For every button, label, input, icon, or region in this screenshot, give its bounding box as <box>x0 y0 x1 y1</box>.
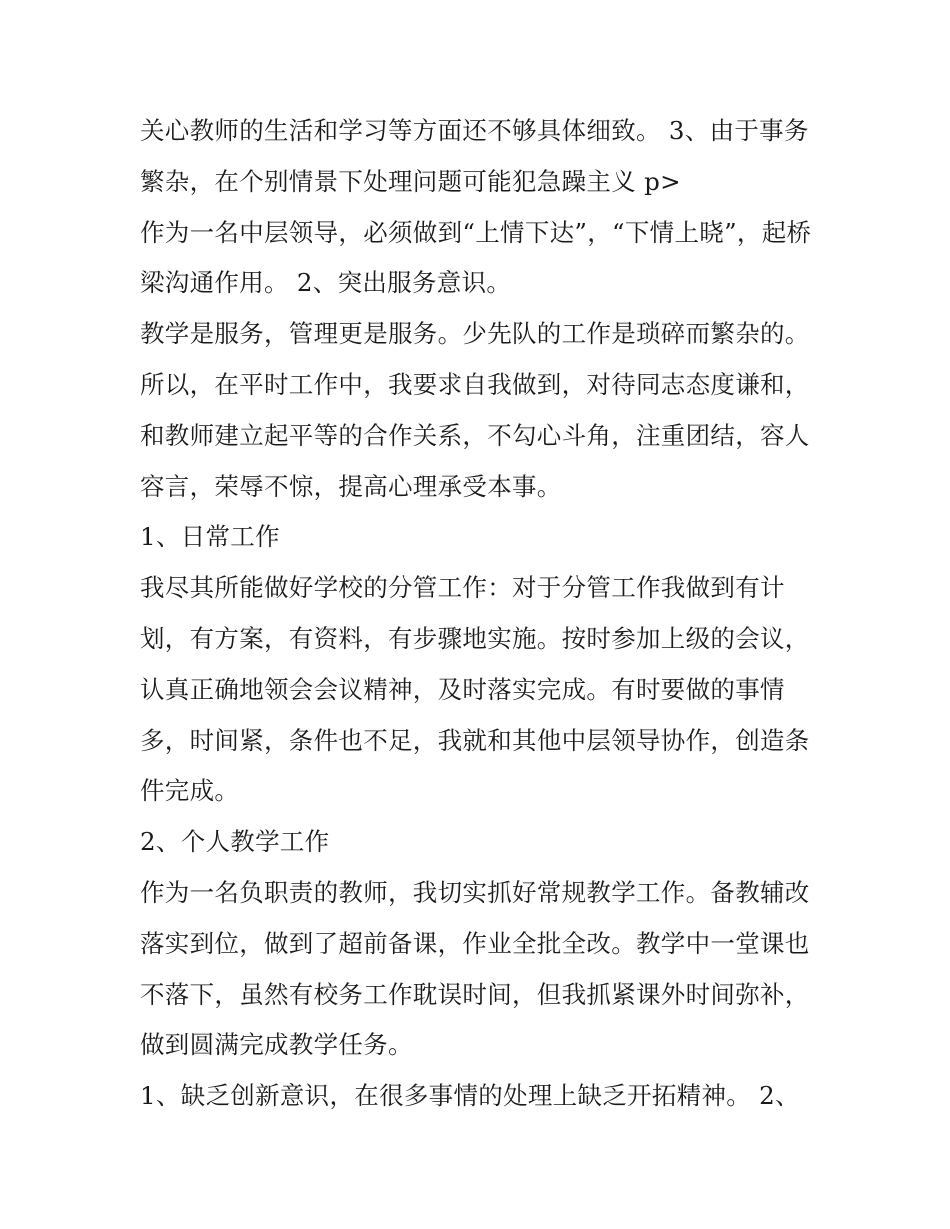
text-line: 件完成。 <box>140 776 240 806</box>
text-line: 作为一名负职责的教师，我切实抓好常规教学工作。备教辅改 <box>140 877 810 907</box>
text-line: 作为一名中层领导，必须做到“上情下达”，“下情上晓”，起桥 <box>140 217 812 247</box>
text-line: 繁杂，在个别情景下处理问题可能犯急躁主义 p> <box>140 166 681 196</box>
text-line: 认真正确地领会会议精神，及时落实完成。有时要做的事情 <box>140 674 785 704</box>
text-line: 梁沟通作用。 2、突出服务意识。 <box>140 268 512 298</box>
section-heading: 2、个人教学工作 <box>140 827 330 857</box>
text-line: 和教师建立起平等的合作关系，不勾心斗角，注重团结，容人 <box>140 420 810 450</box>
text-line: 容言，荣辱不惊，提高心理承受本事。 <box>140 471 562 501</box>
text-line: 不落下，虽然有校务工作耽误时间，但我抓紧课外时间弥补， <box>140 979 810 1009</box>
section-heading: 1、日常工作 <box>140 522 280 552</box>
text-line: 落实到位，做到了超前备课，作业全批全改。教学中一堂课也 <box>140 928 810 958</box>
text-line: 教学是服务，管理更是服务。少先队的工作是琐碎而繁杂的。 <box>140 319 810 349</box>
text-line: 所以，在平时工作中，我要求自我做到，对待同志态度谦和， <box>140 369 810 399</box>
text-line: 关心教师的生活和学习等方面还不够具体细致。 3、由于事务 <box>140 116 809 145</box>
text-line: 做到圆满完成教学任务。 <box>140 1030 413 1060</box>
text-line: 我尽其所能做好学校的分管工作：对于分管工作我做到有计 <box>140 573 785 603</box>
document-text-body <box>140 106 820 1122</box>
text-line: 多，时间紧，条件也不足，我就和其他中层领导协作，创造条 <box>140 725 810 755</box>
text-line: 1、缺乏创新意识，在很多事情的处理上缺乏开拓精神。 2、 <box>140 1081 800 1111</box>
text-line: 划，有方案，有资料，有步骤地实施。按时参加上级的会议， <box>140 623 810 653</box>
